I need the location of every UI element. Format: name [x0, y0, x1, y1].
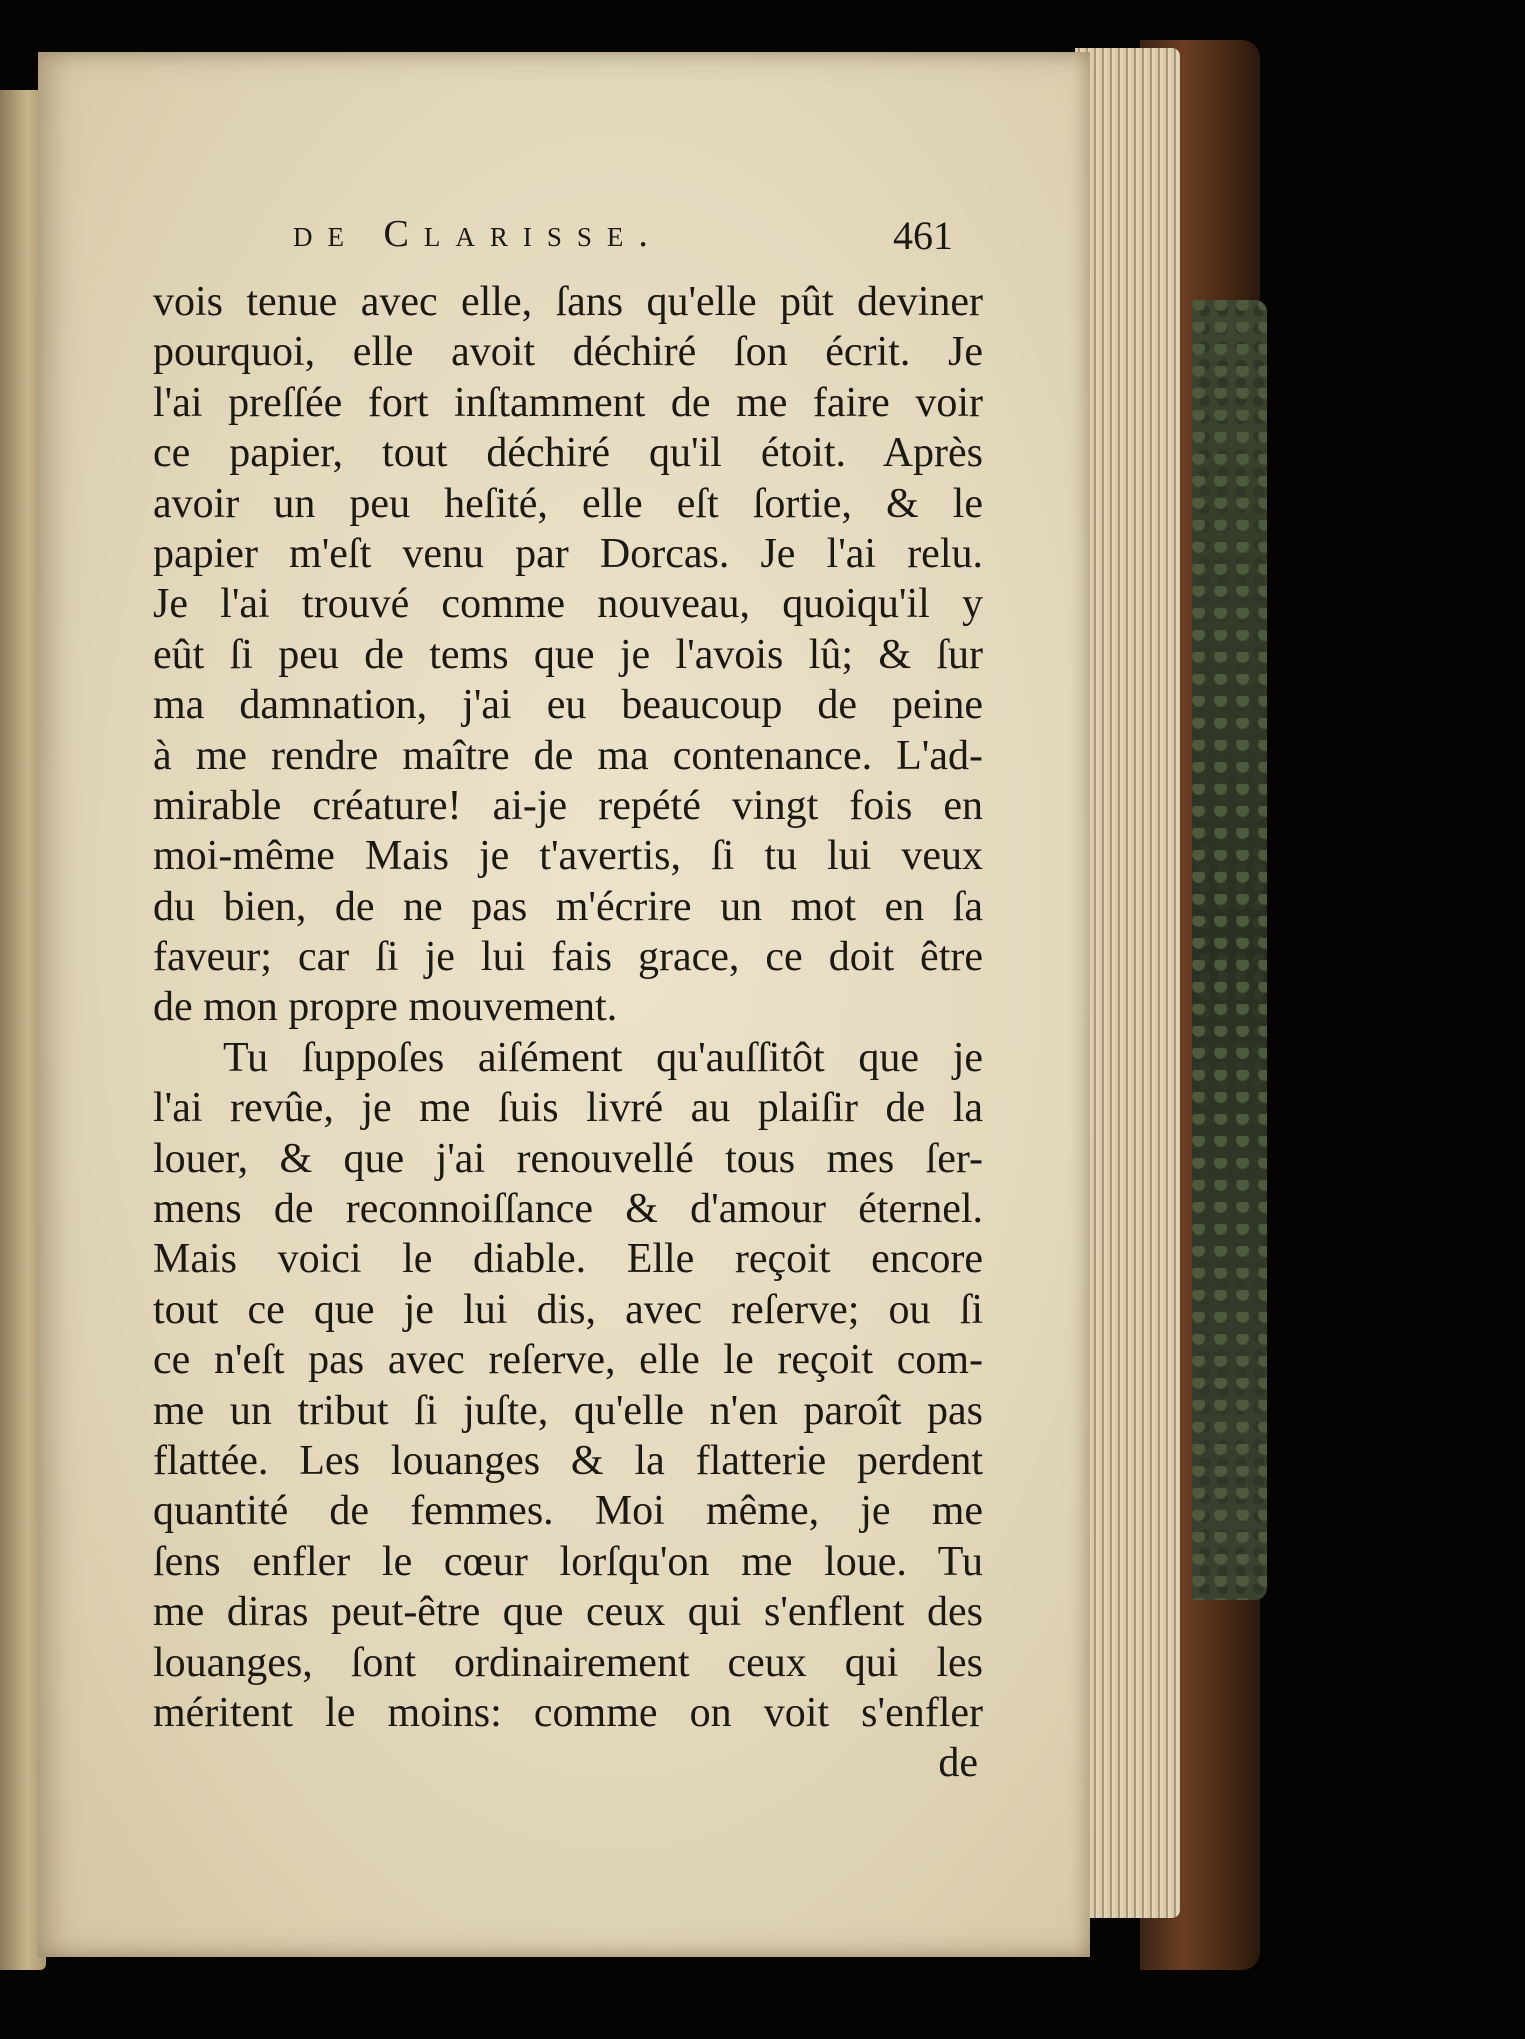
text-line: ce n'eſt pas avec reſerve, elle le reçoit com-	[153, 1337, 983, 1384]
text-line: ſens enfler le cœur lorſqu'on me loue. Tu	[153, 1538, 983, 1585]
text-line: l'ai revûe, je me ſuis livré au plaiſir de la	[153, 1085, 983, 1132]
text-line: à me rendre maître de ma contenance. L'ad-	[153, 732, 983, 779]
running-title: de Clarisse.	[293, 213, 663, 255]
text-line: Tu ſuppoſes aiſément qu'auſſitôt que je	[223, 1034, 983, 1081]
text-line: vois tenue avec elle, ſans qu'elle pût deviner	[153, 279, 983, 325]
text-line: flattée. Les louanges & la flatterie perdent	[153, 1437, 983, 1484]
marbled-board	[1192, 300, 1267, 1600]
text-line: avoir un peu heſité, elle eſt ſortie, & le	[153, 480, 983, 527]
text-line: me un tribut ſi juſte, qu'elle n'en paroît pas	[153, 1387, 983, 1434]
text-line: louanges, ſont ordinairement ceux qui les	[153, 1639, 983, 1686]
text-line: pourquoi, elle avoit déchiré ſon écrit. Je	[153, 329, 983, 376]
body-text	[153, 277, 983, 1789]
text-line: mirable créature! ai-je repété vingt fois en	[153, 782, 983, 829]
text-line: tout ce que je lui dis, avec reſerve; ou ſi	[153, 1286, 983, 1333]
text-line: Mais voici le diable. Elle reçoit encore	[153, 1236, 983, 1283]
text-line: ce papier, tout déchiré qu'il étoit. Après	[153, 430, 983, 477]
page-edges	[1075, 48, 1180, 1918]
catchword: de	[938, 1740, 978, 1787]
text-line: mens de reconnoiſſance & d'amour éternel.	[153, 1186, 983, 1233]
text-line: quantité de femmes. Moi même, je me	[153, 1488, 983, 1535]
text-line: Je l'ai trouvé comme nouveau, quoiqu'il y	[153, 581, 983, 628]
text-line: louer, & que j'ai renouvellé tous mes ſer-	[153, 1135, 983, 1182]
text-line: ma damnation, j'ai eu beaucoup de peine	[153, 682, 983, 729]
page-header	[293, 212, 953, 272]
text-line: faveur; car ſi je lui fais grace, ce doit être	[153, 934, 983, 981]
text-line: l'ai preſſée fort inſtamment de me faire voir	[153, 379, 983, 426]
book-page	[38, 52, 1090, 1957]
text-line: de mon propre mouvement.	[153, 984, 618, 1031]
page-number: 461	[893, 213, 953, 258]
text-line: eût ſi peu de tems que je l'avois lû; & ſur	[153, 631, 983, 678]
text-line: méritent le moins: comme on voit s'enfler	[153, 1689, 983, 1736]
text-line: papier m'eſt venu par Dorcas. Je l'ai relu.	[153, 530, 983, 577]
text-line: me diras peut-être que ceux qui s'enflent des	[153, 1589, 983, 1636]
text-line: du bien, de ne pas m'écrire un mot en ſa	[153, 883, 983, 930]
text-line: moi-même Mais je t'avertis, ſi tu lui veux	[153, 833, 983, 880]
